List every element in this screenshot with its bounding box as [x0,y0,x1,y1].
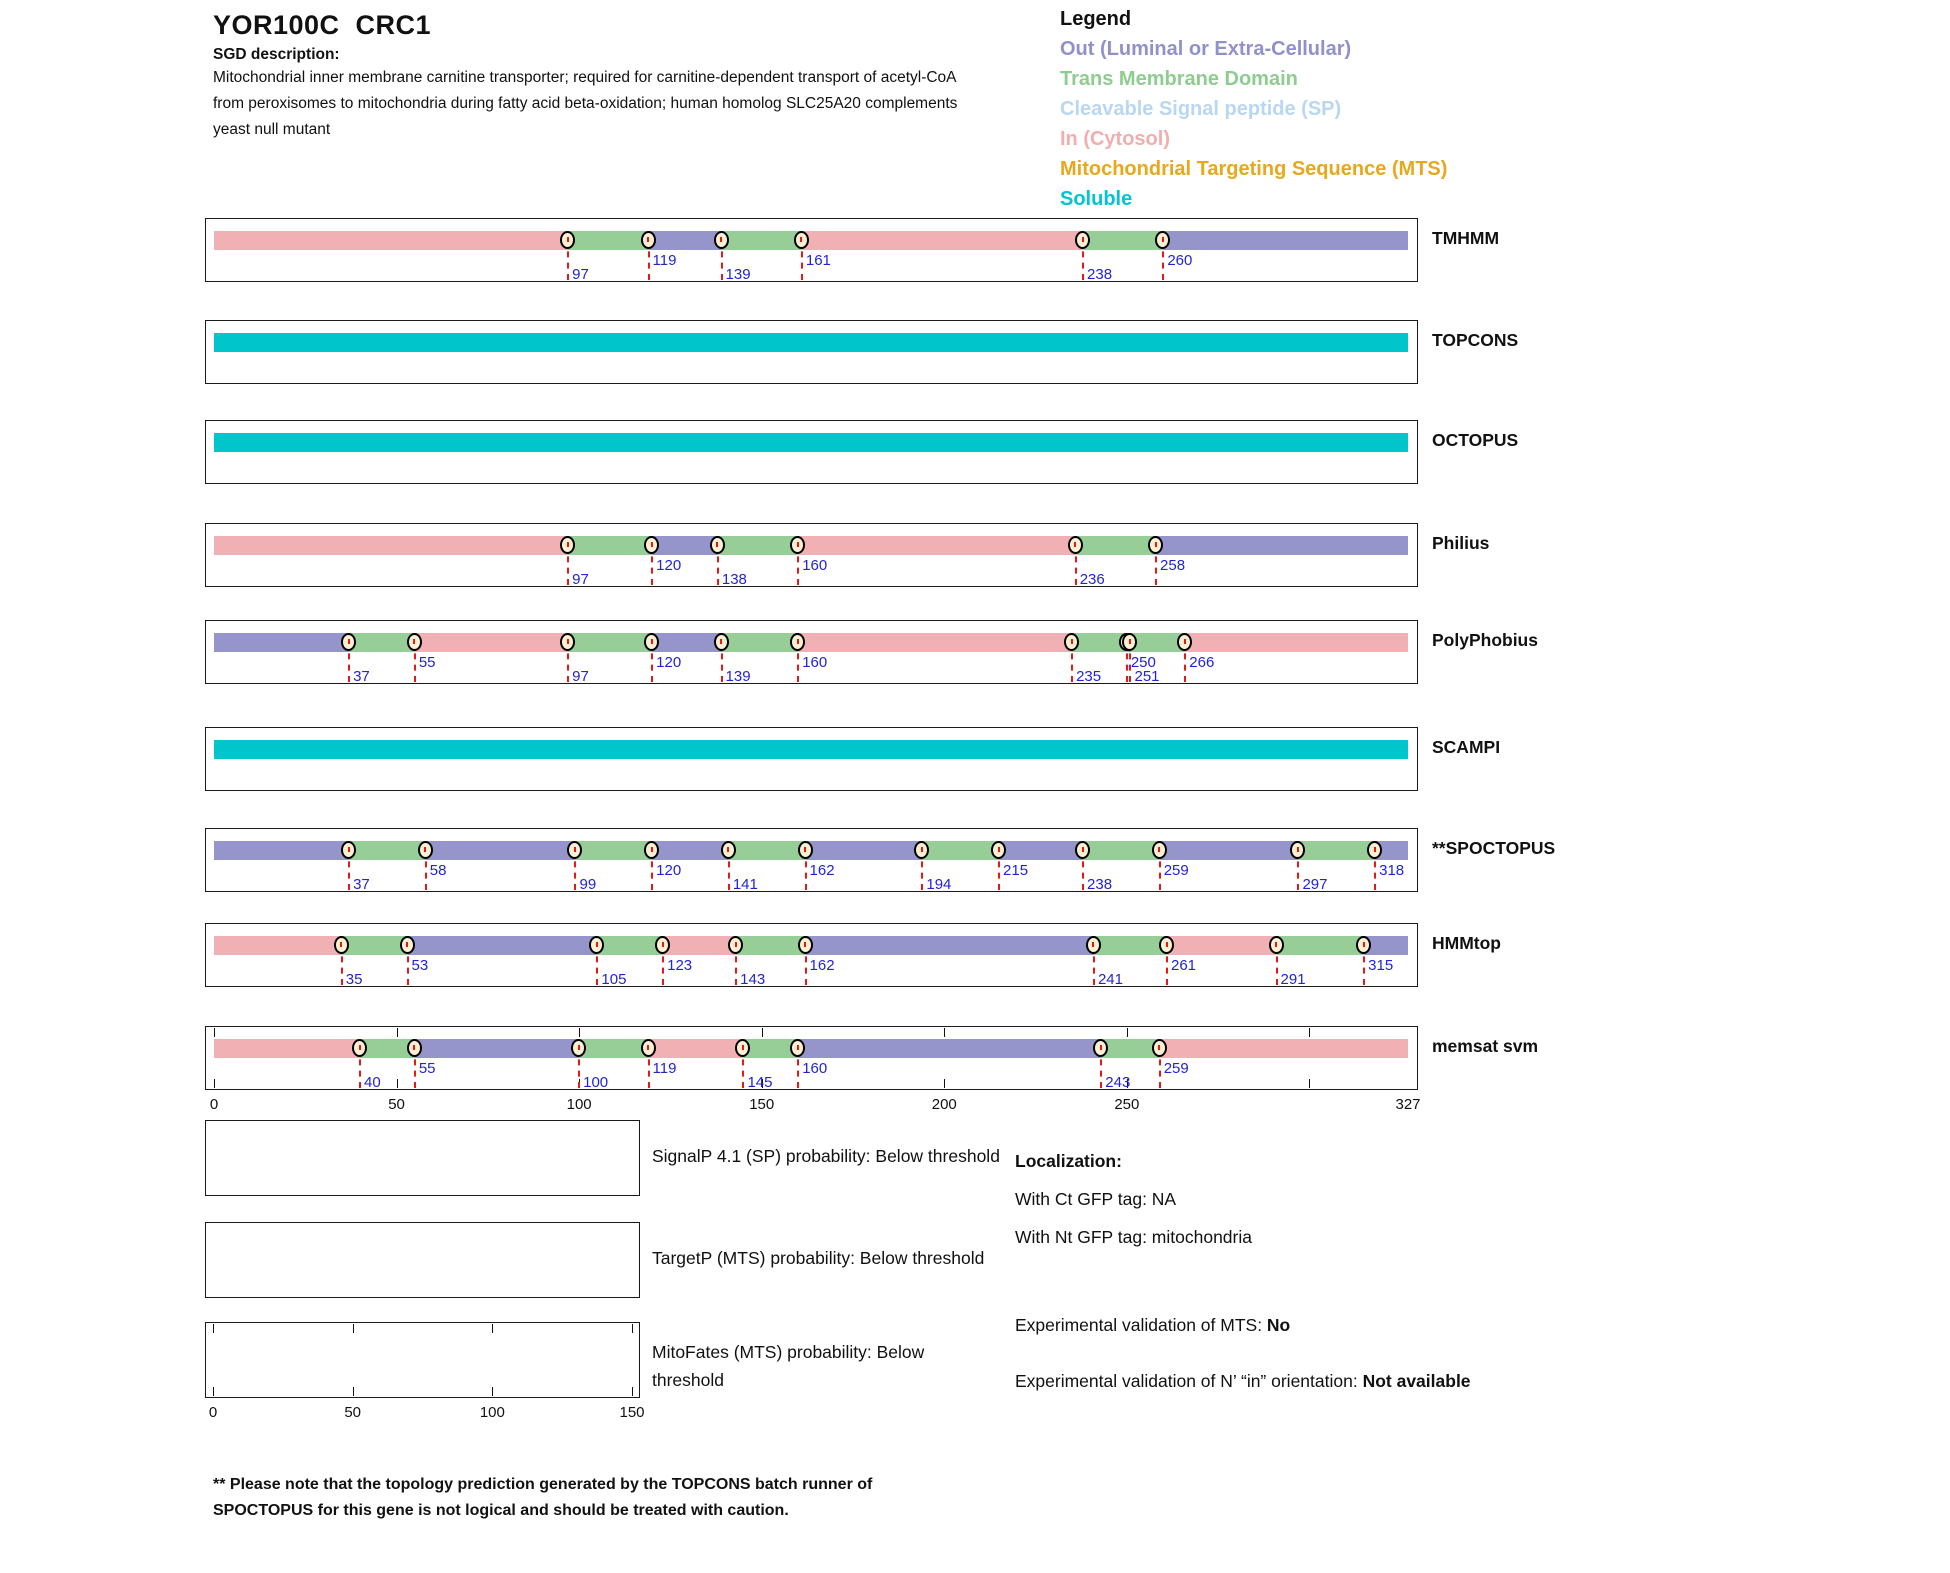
axis-tick-label: 250 [1114,1096,1140,1113]
segment-out [1163,231,1408,250]
segment-in [798,633,1072,652]
residue-number: 162 [809,957,835,974]
segment-tm [718,536,798,555]
marker-inner-dash [647,1045,649,1050]
marker-inner-dash [1162,237,1164,242]
segment-tm [568,231,648,250]
segment-in [1185,633,1408,652]
marker-inner-dash [567,542,569,547]
mitofates-axis-tick [213,1387,214,1396]
residue-number: 161 [805,252,831,269]
localization-title: Localization: [1015,1151,1122,1171]
legend-item-in: In (Cytosol) [1060,128,1170,150]
residue-number: 215 [1003,862,1029,879]
residue-number: 258 [1160,557,1186,574]
segment-tm [1277,936,1365,955]
mitofates-axis-tick [632,1387,633,1396]
segment-tm [736,936,805,955]
residue-number: 291 [1280,971,1306,988]
marker-inner-dash [574,847,576,852]
marker-inner-dash [804,847,806,852]
segment-in [802,231,1083,250]
track-box-scampi [205,727,1418,791]
segment-out [806,841,923,860]
track-label-memsat-svm: memsat svm [1432,1036,1539,1056]
residue-number: 238 [1087,266,1113,283]
track-label-spoctopus: **SPOCTOPUS [1432,838,1556,858]
residue-number: 243 [1105,1074,1131,1091]
probability-box-1 [205,1222,640,1298]
segment-in [1160,1039,1408,1058]
residue-number: 99 [579,876,597,893]
legend-item-soluble: Soluble [1060,188,1133,210]
segment-in [1167,936,1277,955]
boundary-marker [341,633,356,651]
segment-tm [1094,936,1167,955]
marker-inner-dash [651,639,653,644]
marker-inner-dash [1155,542,1157,547]
probability-box-0 [205,1120,640,1196]
footnote-line-2: SPOCTOPUS for this gene is not logical and should be treated with caution. [213,1502,789,1519]
residue-number: 37 [353,876,370,893]
boundary-marker [400,936,415,954]
ruler-tick [1309,1079,1310,1088]
segment-tm [342,936,408,955]
marker-inner-dash [1166,942,1168,947]
boundary-marker [1075,841,1090,859]
ruler-tick [579,1028,580,1037]
marker-inner-dash [1374,847,1376,852]
residue-number: 297 [1302,876,1328,893]
mitofates-axis-label: 150 [619,1404,645,1421]
track-box-philius [205,523,1418,587]
marker-inner-dash [348,847,350,852]
residue-number: 259 [1163,1060,1189,1077]
track-box-polyphobius [205,620,1418,684]
sgd-description-line-3: yeast null mutant [213,121,331,138]
probability-label-0: SignalP 4.1 (SP) probability: Below threshold [652,1146,1000,1166]
residue-number: 55 [418,1060,436,1077]
residue-number: 143 [740,971,766,988]
boundary-marker [341,841,356,859]
segment-tm [1076,536,1156,555]
segment-tm [729,841,806,860]
marker-inner-dash [359,1045,361,1050]
boundary-marker [1152,1039,1167,1057]
marker-inner-dash [1071,639,1073,644]
boundary-marker [798,841,813,859]
mitofates-axis-label: 50 [344,1404,361,1421]
marker-inner-dash [1100,1045,1102,1050]
legend-items [1060,34,1447,214]
track-box-spoctopus [205,828,1418,892]
sgd-description-line-2: from peroxisomes to mitochondria during fatty acid beta-oxidation; human homolog SLC25A20 complements [213,95,958,112]
ruler-tick [214,1079,215,1088]
marker-inner-dash [797,1045,799,1050]
spoctopus-footnote [213,1472,872,1524]
segment-tm [349,633,415,652]
boundary-marker [418,841,433,859]
marker-inner-dash [1129,639,1131,644]
track-box-hmmtop [205,923,1418,987]
orientation-validation-line [1015,1366,1485,1396]
localization-block [1015,1146,1122,1176]
residue-number: 160 [802,557,828,574]
residue-number: 40 [364,1074,381,1091]
segment-out [214,841,349,860]
probability-label-2: MitoFates (MTS) probability: Below threshold [652,1342,925,1390]
segment-tm [1101,1039,1159,1058]
residue-number: 160 [802,654,828,671]
marker-inner-dash [1297,847,1299,852]
segment-out [408,936,598,955]
sgd-description-line-1: Mitochondrial inner membrane carnitine transporter; required for carnitine-dependent transport of acetyl-CoA [213,69,957,86]
residue-number: 53 [411,957,429,974]
boundary-marker [1064,633,1079,651]
segment-out [652,536,718,555]
boundary-marker [798,936,813,954]
marker-inner-dash [1184,639,1186,644]
marker-inner-dash [720,639,722,644]
mitofates-axis-tick [353,1324,354,1333]
mitofates-axis-tick [632,1324,633,1333]
residue-number: 145 [747,1074,773,1091]
segment-tm [349,841,426,860]
boundary-marker [714,231,729,249]
track-label-topcons: TOPCONS [1432,330,1519,350]
marker-inner-dash [720,237,722,242]
residue-number: 235 [1076,668,1102,685]
track-label-philius: Philius [1432,533,1490,553]
boundary-marker [1159,936,1174,954]
footnote-line-1: ** Please note that the topology prediction generated by the TOPCONS batch runner of [213,1476,873,1493]
boundary-marker [1148,536,1163,554]
marker-inner-dash [998,847,1000,852]
residue-number: 120 [656,557,682,574]
boundary-marker [1086,936,1101,954]
probability-label-1: TargetP (MTS) probability: Below threshold [652,1248,985,1268]
boundary-marker [407,633,422,651]
segment-out [806,936,1094,955]
marker-inner-dash [1158,1045,1160,1050]
ruler-tick [214,1028,215,1037]
segment-out [214,633,349,652]
residue-number: 55 [418,654,436,671]
residue-number: 260 [1167,252,1193,269]
mitofates-axis-tick [492,1324,493,1333]
marker-inner-dash [413,1045,415,1050]
segment-tm [575,841,652,860]
segment-in [415,633,568,652]
ruler-tick [1127,1028,1128,1037]
track-label-hmmtop: HMMtop [1432,933,1502,953]
track-label-polyphobius: PolyPhobius [1432,630,1538,650]
mitofates-axis-tick [492,1387,493,1396]
track-label-octopus: OCTOPUS [1432,430,1519,450]
segment-tm [568,536,652,555]
mitofates-axis-label: 100 [479,1404,505,1421]
segment-in [214,231,568,250]
mts-validation-line [1015,1310,1290,1340]
track-box-topcons [205,320,1418,384]
segment-out [1156,536,1408,555]
residue-number: 139 [725,668,751,685]
boundary-marker [714,633,729,651]
residue-number: 100 [583,1074,609,1091]
mts-validation-value: No [1266,1315,1291,1335]
residue-number: 105 [601,971,627,988]
segment-tm [597,936,663,955]
orientation-validation-label: Experimental validation of N’ “in” orientation: [1015,1371,1363,1391]
segment-out [1160,841,1299,860]
residue-number: 259 [1163,862,1189,879]
segment-tm [1083,841,1160,860]
track-box-tmhmm [205,218,1418,282]
marker-inner-dash [413,639,415,644]
segment-tm [722,231,802,250]
boundary-marker [352,1039,367,1057]
marker-inner-dash [1082,237,1084,242]
sgd-description-label: SGD description: [213,46,340,63]
boundary-marker [334,936,349,954]
marker-inner-dash [1275,942,1277,947]
residue-number: 97 [572,571,589,588]
marker-inner-dash [1092,942,1094,947]
axis-tick-label: 327 [1395,1096,1421,1113]
segment-in [214,936,342,955]
residue-number: 119 [652,252,677,269]
mitofates-axis-tick [213,1324,214,1333]
boundary-marker [794,231,809,249]
boundary-marker [1075,231,1090,249]
marker-inner-dash [797,639,799,644]
marker-inner-dash [735,942,737,947]
residue-number: 37 [353,668,370,685]
segment-in [798,536,1076,555]
residue-number: 261 [1171,957,1197,974]
marker-inner-dash [727,847,729,852]
residue-number: 139 [725,266,751,283]
residue-number: 162 [809,862,835,879]
axis-tick-label: 150 [749,1096,775,1113]
boundary-marker [407,1039,422,1057]
boundary-marker [1068,536,1083,554]
marker-inner-dash [1158,847,1160,852]
boundary-marker [1269,936,1284,954]
boundary-marker [641,1039,656,1057]
marker-inner-dash [567,639,569,644]
segment-tm [1083,231,1163,250]
marker-inner-dash [1074,542,1076,547]
segment-tm [579,1039,648,1058]
marker-inner-dash [797,542,799,547]
axis-tick-label: 200 [931,1096,957,1113]
residue-number: 120 [656,862,682,879]
mitofates-axis-tick [353,1387,354,1396]
marker-inner-dash [1363,942,1365,947]
segment-out [999,841,1083,860]
residue-number: 97 [572,668,589,685]
mts-validation-label: Experimental validation of MTS: [1015,1315,1267,1335]
boundary-marker [721,841,736,859]
legend-item-out: Out (Luminal or Extra-Cellular) [1060,38,1352,60]
segment-tm [722,633,799,652]
residue-number: 266 [1189,654,1215,671]
segment-soluble [214,740,1408,759]
marker-inner-dash [348,639,350,644]
residue-number: 97 [572,266,589,283]
segment-out [426,841,576,860]
marker-inner-dash [804,942,806,947]
segment-out [649,231,722,250]
residue-number: 236 [1079,571,1105,588]
segment-soluble [214,433,1408,452]
boundary-marker [1152,841,1167,859]
marker-inner-dash [662,942,664,947]
marker-inner-dash [424,847,426,852]
marker-inner-dash [406,942,408,947]
residue-number: 238 [1087,876,1113,893]
residue-number: 138 [721,571,747,588]
track-box-octopus [205,420,1418,484]
residue-number: 120 [656,654,682,671]
marker-inner-dash [567,237,569,242]
segment-out [415,1039,579,1058]
segment-in [649,1039,744,1058]
segment-out [652,841,729,860]
legend-item-sp: Cleavable Signal peptide (SP) [1060,98,1342,120]
marker-inner-dash [340,942,342,947]
marker-inner-dash [1082,847,1084,852]
segment-in [214,1039,360,1058]
marker-inner-dash [578,1045,580,1050]
residue-number: 141 [732,876,758,893]
legend-title: Legend [1060,8,1132,30]
legend [1060,4,1447,214]
residue-number: 119 [652,1060,677,1077]
marker-inner-dash [651,847,653,852]
marker-inner-dash [716,542,718,547]
axis-tick-label: 100 [566,1096,592,1113]
localization-nt-gfp: With Nt GFP tag: mitochondria [1015,1227,1252,1247]
ruler-tick [762,1028,763,1037]
ruler-tick [397,1028,398,1037]
segment-tm [922,841,999,860]
residue-number: 123 [667,957,693,974]
marker-inner-dash [800,237,802,242]
legend-item-mts: Mitochondrial Targeting Sequence (MTS) [1060,158,1448,180]
ruler-tick [944,1079,945,1088]
boundary-marker [710,536,725,554]
residue-number: 194 [926,876,952,893]
segment-out [798,1039,1101,1058]
track-box-memsat-svm [205,1026,1418,1090]
axis-tick-label: 0 [209,1096,219,1113]
segment-tm [1298,841,1375,860]
probability-box-2 [205,1322,640,1398]
marker-inner-dash [921,847,923,852]
segment-in [214,536,568,555]
residue-number: 250 [1130,654,1156,671]
ruler-tick [944,1028,945,1037]
ruler-tick [1309,1028,1310,1037]
boundary-marker [991,841,1006,859]
segment-out [652,633,721,652]
segment-in [663,936,736,955]
residue-number: 251 [1134,668,1160,685]
residue-number: 241 [1097,971,1123,988]
track-label-scampi: SCAMPI [1432,737,1501,757]
residue-number: 35 [345,971,363,988]
boundary-marker [641,231,656,249]
residue-number: 318 [1379,862,1405,879]
marker-inner-dash [742,1045,744,1050]
residue-number: 58 [429,862,447,879]
mitofates-axis-label: 0 [208,1404,218,1421]
page-title: YOR100C CRC1 [213,10,432,40]
segment-tm [568,633,652,652]
residue-number: 160 [802,1060,828,1077]
residue-number: 315 [1368,957,1394,974]
marker-inner-dash [596,942,598,947]
orientation-validation-value: Not available [1362,1371,1471,1391]
axis-tick-label: 50 [388,1096,405,1113]
track-label-tmhmm: TMHMM [1432,228,1500,248]
marker-inner-dash [651,542,653,547]
marker-inner-dash [647,237,649,242]
segment-soluble [214,333,1408,352]
ruler-tick [397,1079,398,1088]
localization-ct-gfp: With Ct GFP tag: NA [1015,1189,1177,1209]
legend-item-tm: Trans Membrane Domain [1060,68,1298,90]
